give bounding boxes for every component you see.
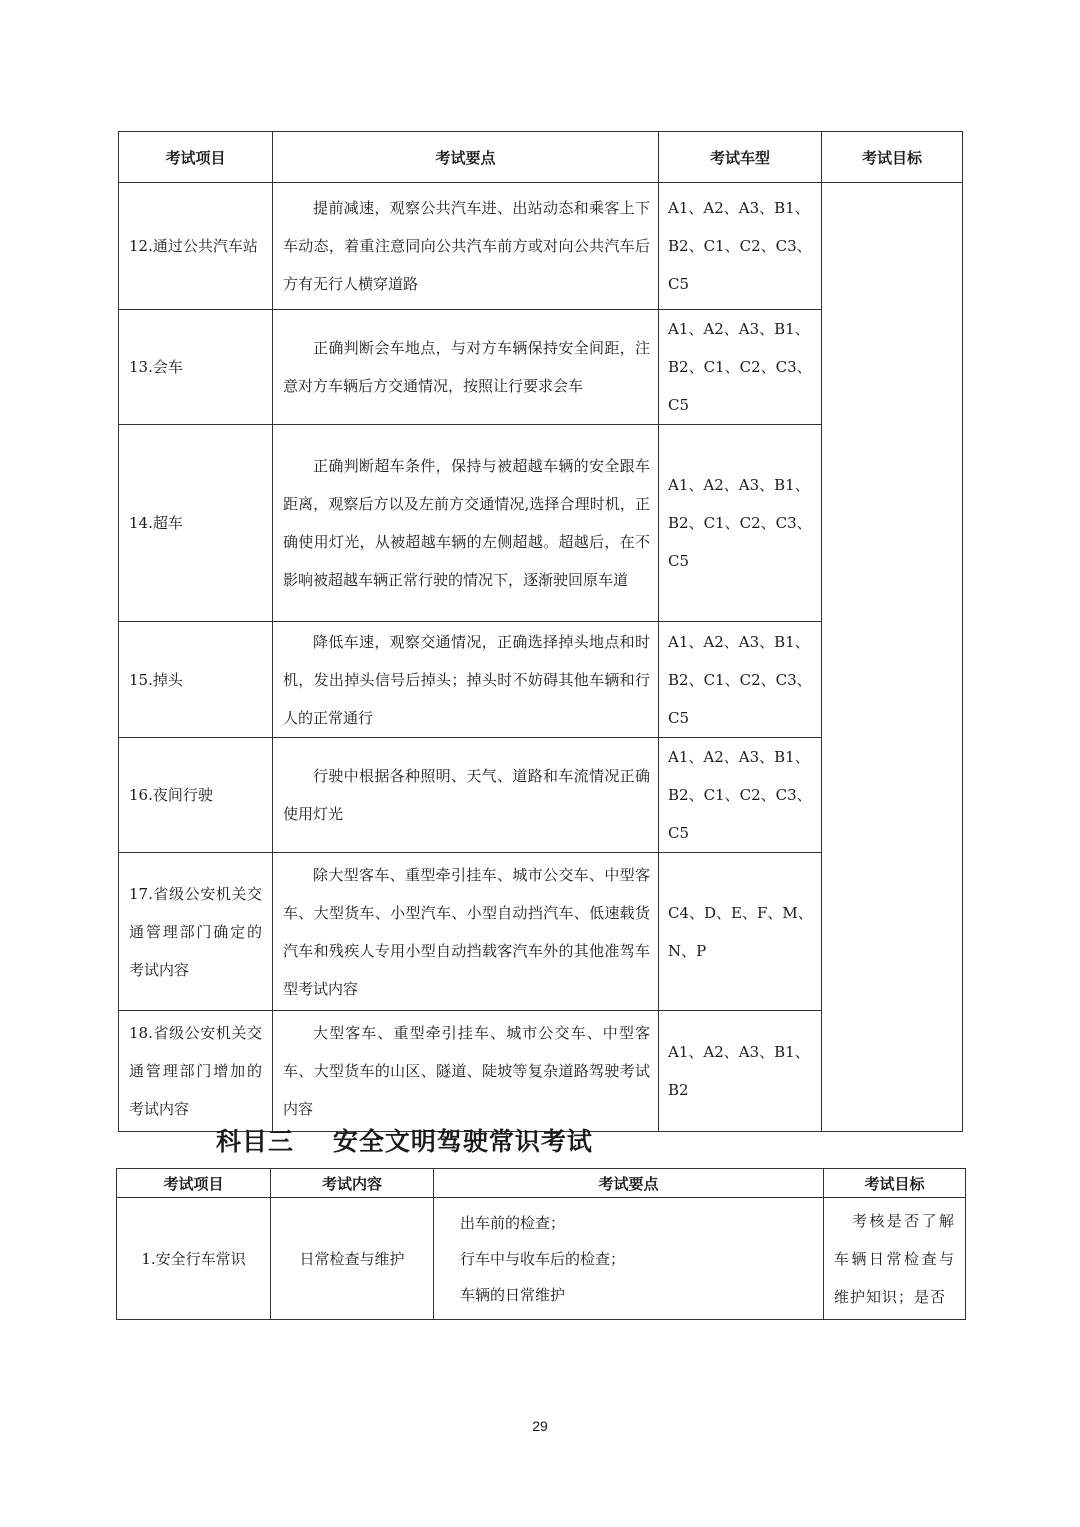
row-item: 17.省级公安机关交通管理部门确定的考试内容 bbox=[119, 853, 273, 1011]
table-row bbox=[119, 183, 963, 310]
row-vehicles: A1、A2、A3、B1、B2、C1、C2、C3、C5 bbox=[659, 310, 822, 425]
target-cell-empty bbox=[822, 183, 963, 1132]
row-points: 提前减速，观察公共汽车进、出站动态和乘客上下车动态，着重注意同向公共汽车前方或对向公共汽车后方有无行人横穿道路 bbox=[273, 183, 659, 310]
row-points: 行驶中根据各种照明、天气、道路和车流情况正确使用灯光 bbox=[273, 738, 659, 853]
row-item: 12.通过公共汽车站 bbox=[119, 183, 273, 310]
row-vehicles: A1、A2、A3、B1、B2 bbox=[659, 1011, 822, 1132]
row-vehicles: A1、A2、A3、B1、B2、C1、C2、C3、C5 bbox=[659, 622, 822, 738]
header-item: 考试项目 bbox=[119, 132, 273, 183]
row-content: 日常检查与维护 bbox=[271, 1198, 434, 1320]
header-target: 考试目标 bbox=[822, 132, 963, 183]
points-line: 出车前的检查； bbox=[460, 1213, 566, 1232]
row-vehicles: A1、A2、A3、B1、B2、C1、C2、C3、C5 bbox=[659, 183, 822, 310]
row-item: 13.会车 bbox=[119, 310, 273, 425]
header-points: 考试要点 bbox=[273, 132, 659, 183]
exam-table-subject-2 bbox=[118, 131, 963, 1132]
header-item: 考试项目 bbox=[117, 1169, 271, 1198]
row-points: 大型客车、重型牵引挂车、城市公交车、中型客车、大型货车的山区、隧道、陡坡等复杂道路驾驶考试内容 bbox=[273, 1011, 659, 1132]
table-header-row bbox=[119, 132, 963, 183]
row-item: 14.超车 bbox=[119, 425, 273, 622]
row-item: 18.省级公安机关交通管理部门增加的考试内容 bbox=[119, 1011, 273, 1132]
points-line: 车辆的日常维护 bbox=[460, 1285, 566, 1304]
exam-table-subject-3 bbox=[116, 1168, 966, 1320]
page-number: 29 bbox=[532, 1418, 548, 1434]
row-vehicles: C4、D、E、F、M、N、P bbox=[659, 853, 822, 1011]
header-points: 考试要点 bbox=[434, 1169, 824, 1198]
header-content: 考试内容 bbox=[271, 1169, 434, 1198]
points-line: 行车中与收车后的检查； bbox=[460, 1249, 626, 1268]
header-vehicles: 考试车型 bbox=[659, 132, 822, 183]
table-row bbox=[117, 1198, 966, 1320]
section-title: 科目三 安全文明驾驶常识考试 bbox=[216, 1127, 593, 1156]
row-points: 降低车速，观察交通情况，正确选择掉头地点和时机，发出掉头信号后掉头；掉头时不妨碍其他车辆和行人的正常通行 bbox=[273, 622, 659, 738]
row-item: 1.安全行车常识 bbox=[117, 1198, 271, 1320]
row-target: 考核是否了解车辆日常检查与维护知识；是否 bbox=[824, 1198, 966, 1320]
header-target: 考试目标 bbox=[824, 1169, 966, 1198]
row-points bbox=[434, 1198, 824, 1320]
row-points: 除大型客车、重型牵引挂车、城市公交车、中型客车、大型货车、小型汽车、小型自动挡汽车、低速载货汽车和残疾人专用小型自动挡载客汽车外的其他准驾车型考试内容 bbox=[273, 853, 659, 1011]
row-item: 15.掉头 bbox=[119, 622, 273, 738]
row-vehicles: A1、A2、A3、B1、B2、C1、C2、C3、C5 bbox=[659, 425, 822, 622]
row-points: 正确判断会车地点，与对方车辆保持安全间距，注意对方车辆后方交通情况，按照让行要求会车 bbox=[273, 310, 659, 425]
row-points: 正确判断超车条件，保持与被超越车辆的安全跟车距离，观察后方以及左前方交通情况,选择合理时机，正确使用灯光，从被超越车辆的左侧超越。超越后，在不影响被超越车辆正常行驶的情况下，逐渐驶回原车道 bbox=[273, 425, 659, 622]
table-header-row bbox=[117, 1169, 966, 1198]
row-item: 16.夜间行驶 bbox=[119, 738, 273, 853]
row-vehicles: A1、A2、A3、B1、B2、C1、C2、C3、C5 bbox=[659, 738, 822, 853]
